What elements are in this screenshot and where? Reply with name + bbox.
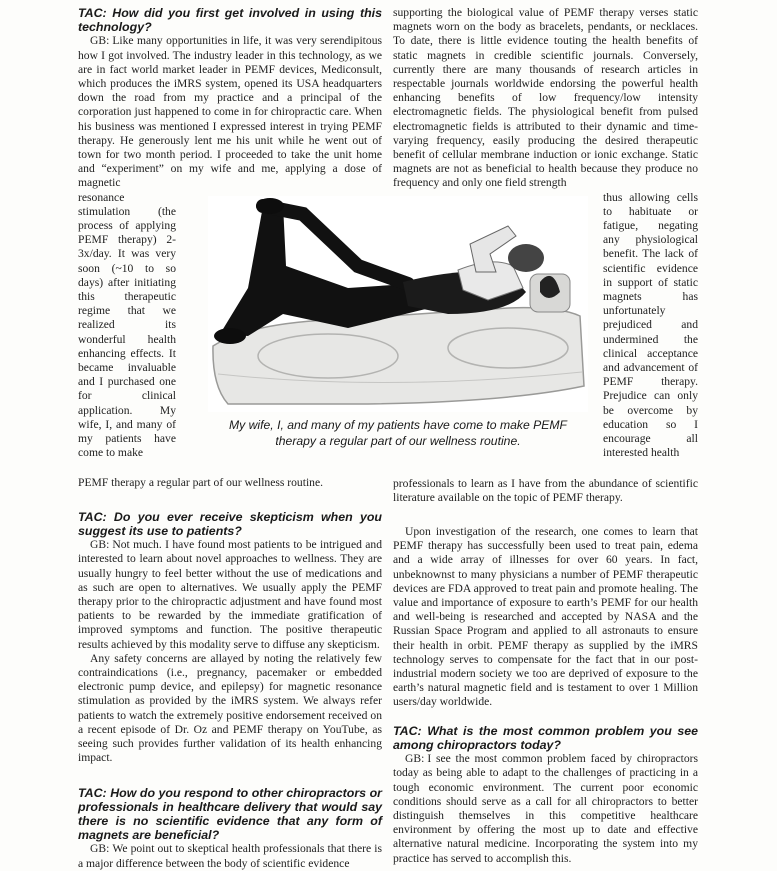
wrapped-text: thus allowing cells to habituate or fatigue, negating any physiological benefit. The lack of scientific evidence in support of static magnets has unfortunately prejudiced and undermined the clinical acceptance and advancement of PEMF therapy. Prejudice can only be overcome by education so I encourage all interested health xyxy=(603,190,698,460)
answer-text: Not much. I have found most patients to be intrigued and interested to learn about novel approaches to wellness. They are usually hungry to feel better without the use of medications and as such are open to alternatives. We usually apply the PEMF therapy prior to the chiropractic adjustment and have found most patients to be rewarded by the immediate gratification of improved symptoms and function. The positive therapeutic results achieved by this modality serve to diffuse any skepticism. xyxy=(78,538,382,651)
speaker-label: GB: xyxy=(90,842,110,856)
question-heading: TAC: How did you first get involved in using this technology? xyxy=(78,6,382,35)
answer-paragraph: Upon investigation of the research, one comes to learn that PEMF therapy has successfully been used to treat pain, edema and a wide array of illnesses for over 60 years. In fact, unbeknownst to many physicians a number of PEMF therapeutic devices are FDA approved to treat pain and promote healing. The value and importance of exposure to earth’s PEMF for our health and well-being is researched and accepted by NASA and the Russian Space Program and applied to all astronauts to ensure their health in orbit. PEMF therapy as supplied by the iMRS technology serves to compensate for the fact that in our post-industrial modern society we too are deprived of exposure to the earth’s natural magnetic field and is testament to over 1 Million users/day worldwide. xyxy=(393,525,698,709)
answer-text: We point out to skeptical health professionals that there is a major difference between the body of scientific evidence xyxy=(78,842,382,870)
answer-text: professionals to learn as I have from the abundance of scientific literature available on the topic of PEMF therapy. xyxy=(393,476,698,504)
answer-paragraph xyxy=(393,752,698,866)
answer-text: PEMF therapy a regular part of our wellness routine. xyxy=(78,475,324,489)
answer-text: supporting the biological value of PEMF therapy verses static magnets worn on the body as bracelets, pendants, or necklaces. To date, there is little evidence touting the health benefits of static magnets in credible scientific journals. Conversely, currently there are many thousands of research articles in respectable journals worldwide endorsing the powerful health enhancing benefits of low frequency/low intensity electromagnetic fields. The physiological benefit from pulsed electromagnetic fields is attributed to their dynamic and time-varying frequency, easily producing the desired therapeutic benefit of cellular membrane induction or ionic exchange. Static magnets are not as beneficial to health because they produce no frequency and only one field strength xyxy=(393,6,698,190)
answer-paragraph: Any safety concerns are allayed by noting the relatively few contraindications (i.e., pregnancy, pacemaker or embedded electronic pump device, and epilepsy) for magnetic resonance stimulation as provided by the iMRS system. We always refer patients to watch the extremely positive endorsement received on a recent episode of Dr. Oz and PEMF therapy on YouTube, as seeing such provides further validation of its health enhancing impact. xyxy=(78,651,382,765)
answer-text: I see the most common problem faced by chiropractors today as being able to adapt to the challenges of practicing in a tough economic environment. The current poor economic conditions should serve as a call for all chiropractors to better distinguish themselves in this competitive healthcare environment by offering the most up to date and effective alternative natural medicine. Incorporating the system into my practice has served to accomplish this. xyxy=(393,752,698,865)
speaker-label: GB: xyxy=(405,752,425,766)
speaker-label: GB: xyxy=(90,34,110,48)
wrapped-text: resonance stimulation (the process of applying PEMF therapy) 2-3x/day. It was very soon (~10 to so days) after initiating this therapeutic regime that we realized its wonderful health enhancing effects. It became invaluable and I purchased one for clinical application. My wife, I, and many of my patients have come to make xyxy=(78,190,176,460)
answer-paragraph xyxy=(78,538,382,652)
question-heading: TAC: Do you ever receive skepticism when you suggest its use to patients? xyxy=(78,509,382,539)
answer-paragraph xyxy=(78,842,382,870)
speaker-label: GB: xyxy=(90,538,110,552)
question-heading: TAC: What is the most common problem you see among chiropractors today? xyxy=(393,723,698,752)
answer-paragraph xyxy=(78,34,382,190)
therapy-photo xyxy=(208,196,588,412)
answer-text: Like many opportunities in life, it was very serendipitous how I got involved. The industry leader in this technology, as we are in fact world market leader in PEMF devices, Mediconsult, which produces the iMRS system, opened its USA headquarters down the road from my practice and a principal of the corporation just happened to come in for chiropractic care. When his business was mentioned I expressed interest in trying PEMF therapy. He generously lent me his unit while he went out of town for two month period. I proceeded to take the unit home and “experiment” on my wife and me, applying a dose of magnetic xyxy=(78,34,382,190)
question-heading: TAC: How do you respond to other chiropractors or professionals in healthcare delivery that would say there is no scientific evidence that any form of magnets are beneficial? xyxy=(78,785,382,843)
photo-caption: My wife, I, and many of my patients have come to make PEMF therapy a regular part of our wellness routine. xyxy=(229,418,567,448)
